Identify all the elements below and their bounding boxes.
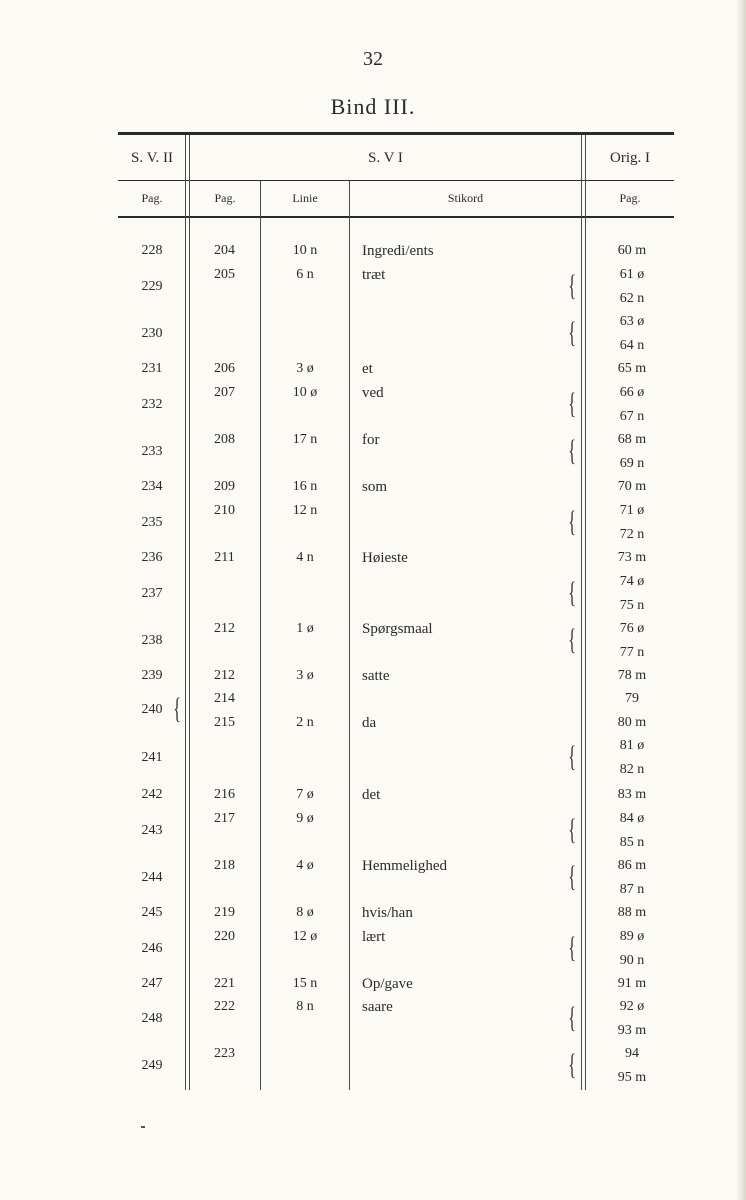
subheader-pag-sv2: Pag. [141,191,163,205]
cell-sv2-page: 243 [141,822,163,838]
cell-keyword: saare [362,999,393,1015]
cell-sv1-page: 223 [214,1046,235,1061]
brace-orig-span: { [568,316,577,349]
cell-orig-page: 71 ø [619,503,645,518]
cell-sv1-page: 209 [214,479,235,494]
cell-sv1-page: 211 [214,550,235,565]
cell-sv2-page: 232 [141,396,163,412]
cell-keyword: Høieste [362,550,408,566]
cell-line: 10 ø [292,385,318,400]
cell-line: 10 n [292,243,318,258]
cell-sv1-page: 208 [214,432,235,447]
brace-orig-span: { [568,623,577,656]
cell-sv2-page: 234 [141,479,163,494]
cell-line: 15 n [292,976,318,991]
cell-orig-page: 62 n [619,290,645,306]
col-divider-orig-a [581,135,582,1090]
brace-orig-span: { [568,387,577,420]
cell-sv1-page: 221 [214,976,235,991]
cell-orig-page: 92 ø [619,999,645,1014]
cell-orig-page: 60 m [617,243,647,258]
cell-line: 8 ø [296,905,314,920]
cell-sv1-page: 222 [214,999,235,1014]
cell-orig-page: 82 n [619,761,645,777]
subheader-pag-sv1: Pag. [214,191,236,205]
cell-sv1-page: 220 [214,929,235,944]
cell-sv2-page: 231 [141,361,163,376]
cell-line: 12 n [292,503,318,518]
brace-orig-span: { [568,505,577,538]
brace-orig-span: { [568,931,577,964]
header-sv2: S. V. II [131,150,173,166]
cell-orig-page: 80 m [617,715,647,730]
brace-orig-span: { [568,740,577,773]
cell-orig-page: 79 [625,691,639,706]
cell-keyword: satte [362,668,390,684]
cell-sv2-page: 247 [141,976,163,991]
cell-sv1-page: 212 [214,668,235,683]
cell-sv1-page: 216 [214,787,235,802]
cell-orig-page: 67 n [619,408,645,424]
cell-sv1-page: 219 [214,905,235,920]
cell-line: 9 ø [296,811,314,826]
cell-keyword: for [362,432,380,448]
cell-sv1-page: 205 [214,267,235,282]
cell-sv1-page: 207 [214,385,235,400]
group-header-rule [118,180,674,181]
cell-sv1-page: 210 [214,503,235,518]
cell-keyword: Spørgsmaal [362,621,433,637]
cell-keyword: Ingredi/ents [362,243,434,259]
cell-sv1-page: 204 [214,243,235,258]
cell-keyword: Hemmelighed [362,858,447,874]
cell-line: 8 n [296,999,314,1014]
cell-sv2-page: 244 [141,869,163,885]
cell-line: 3 ø [296,361,314,376]
cell-line: 17 n [292,432,318,447]
header-orig: Orig. I [610,150,650,166]
cell-line: 4 n [296,550,314,565]
subheader-pag-orig: Pag. [619,191,641,205]
cell-sv2-page: 248 [141,1010,163,1026]
cell-orig-page: 66 ø [619,385,645,400]
page-heading: Bind III. [330,94,416,119]
cell-sv2-page: 233 [141,443,163,459]
brace-row-240: { [173,692,182,725]
cell-sv2-page: 245 [141,905,163,920]
cell-orig-page: 86 m [617,858,647,873]
cell-orig-page: 78 m [617,668,647,683]
brace-orig-span: { [568,1048,577,1081]
cell-orig-page: 61 ø [619,267,645,282]
brace-orig-span: { [568,269,577,302]
cell-keyword: det [362,787,381,803]
cell-orig-page: 68 m [617,432,647,447]
cell-sv1-page: 218 [214,858,235,873]
cell-orig-page: 91 m [617,976,647,991]
table-top-rule [118,132,674,135]
cell-keyword: hvis/han [362,905,413,921]
cell-sv1-page: 212 [214,621,235,636]
cell-sv2-page: 242 [141,787,163,802]
cell-keyword: da [362,715,377,731]
sub-header-rule [118,216,674,218]
header-sv1: S. V I [368,150,403,166]
brace-orig-span: { [568,434,577,467]
cell-sv1-page: 215 [214,715,235,730]
subheader-stikord: Stikord [447,191,484,205]
cell-keyword: ved [362,385,384,401]
cell-keyword: et [362,361,373,377]
page-number: 32 [363,48,383,70]
cell-keyword: som [362,479,388,495]
col-divider-linie [349,181,350,1090]
cell-sv2-page: 249 [141,1057,163,1073]
cell-sv2-page: 239 [141,668,163,683]
brace-orig-span: { [568,576,577,609]
cell-sv1-page: 217 [214,811,235,826]
cell-orig-page: 73 m [617,550,647,565]
cell-line: 4 ø [296,858,314,873]
cell-orig-page: 85 n [619,834,645,850]
cell-keyword: lært [362,929,386,945]
cell-line: 1 ø [296,621,314,636]
cell-sv1-page: 206 [214,361,235,376]
cell-orig-page: 76 ø [619,621,645,636]
col-divider-orig-b [585,135,586,1090]
cell-orig-page: 87 n [619,881,645,897]
cell-sv1-page: 214 [214,691,235,706]
cell-sv2-page: 238 [141,632,163,648]
brace-orig-span: { [568,813,577,846]
cell-sv2-page: 237 [141,585,163,601]
cell-orig-page: 74 ø [619,574,645,589]
cell-keyword: Op/gave [362,976,413,992]
cell-orig-page: 88 m [617,905,647,920]
brace-orig-span: { [568,860,577,893]
cell-sv2-page: 240 [141,702,163,717]
cell-sv2-page: 235 [141,514,163,530]
cell-orig-page: 64 n [619,337,645,353]
cell-orig-page: 89 ø [619,929,645,944]
cell-orig-page: 65 m [617,361,647,376]
cell-sv2-page: 229 [141,278,163,294]
brace-orig-span: { [568,1001,577,1034]
page-edge-shadow [736,0,746,1200]
cell-orig-page: 93 m [617,1022,647,1038]
subheader-linie: Linie [292,191,318,205]
cell-line: 12 ø [292,929,318,944]
cell-orig-page: 84 ø [619,811,645,826]
cell-line: 2 n [296,715,314,730]
cell-sv2-page: 228 [141,243,163,258]
cell-line: 16 n [292,479,318,494]
col-divider-sv2-b [189,135,190,1090]
cell-orig-page: 63 ø [619,314,645,329]
cell-sv2-page: 246 [141,940,163,956]
col-divider-pag [260,181,261,1090]
cell-line: 6 n [296,267,314,282]
cell-line: 3 ø [296,668,314,683]
cell-orig-page: 77 n [619,644,645,660]
cell-orig-page: 83 m [617,787,647,802]
stray-mark [141,1126,145,1128]
cell-orig-page: 81 ø [619,738,645,753]
cell-orig-page: 94 [625,1046,639,1061]
cell-orig-page: 72 n [619,526,645,542]
cell-line: 7 ø [296,787,314,802]
cell-orig-page: 70 m [617,479,647,494]
cell-orig-page: 95 m [617,1069,647,1085]
cell-sv2-page: 236 [141,550,163,565]
cell-sv2-page: 241 [141,749,163,765]
cell-keyword: træt [362,267,386,283]
cell-orig-page: 69 n [619,455,645,471]
cell-sv2-page: 230 [141,325,163,341]
cell-orig-page: 75 n [619,597,645,613]
col-divider-sv2-a [185,135,186,1090]
cell-orig-page: 90 n [619,952,645,968]
